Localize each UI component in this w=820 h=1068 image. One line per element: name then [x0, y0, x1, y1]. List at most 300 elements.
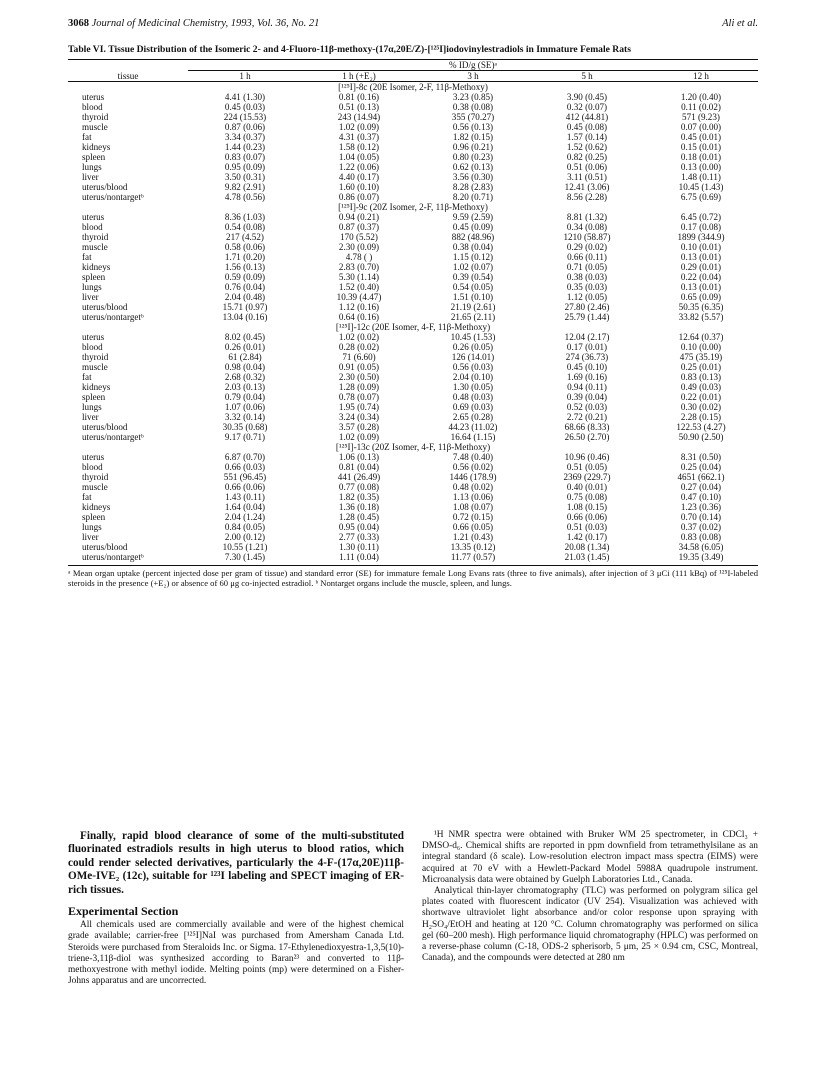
uptake-value: 3.50 (0.31) [224, 172, 266, 182]
uptake-value: 0.64 (0.16) [338, 312, 380, 322]
uptake-value: 2.04 (0.48) [224, 292, 266, 302]
table-row [68, 142, 758, 152]
tissue-name: spleen [82, 272, 106, 282]
uptake-value: 1.12 (0.16) [338, 302, 380, 312]
uptake-value: 21.19 (2.61) [450, 302, 496, 312]
uptake-value: 8.20 (0.71) [452, 192, 494, 202]
uptake-value: 0.66 (0.03) [224, 462, 266, 472]
tissue-name: thyroid [82, 232, 109, 242]
uptake-value: 355 (70.27) [451, 112, 495, 122]
time-column-header: 5 h [530, 71, 644, 82]
uptake-value: 1.28 (0.09) [338, 382, 380, 392]
uptake-value: 1.15 (0.12) [452, 252, 494, 262]
uptake-value: 33.82 (5.57) [678, 312, 724, 322]
uptake-value: 0.47 (0.10) [680, 492, 722, 502]
tissue-name: kidneys [82, 382, 111, 392]
uptake-value: 5.30 (1.14) [338, 272, 380, 282]
uptake-value: 1.57 (0.14) [566, 132, 608, 142]
uptake-value: 0.56 (0.02) [452, 462, 494, 472]
uptake-value: 1.95 (0.74) [338, 402, 380, 412]
uptake-value: 21.65 (2.11) [450, 312, 496, 322]
table-row [68, 522, 758, 532]
table-row [68, 552, 758, 562]
uptake-value: 0.18 (0.01) [680, 152, 722, 162]
uptake-value: 0.83 (0.07) [224, 152, 266, 162]
uptake-value: 0.27 (0.04) [680, 482, 722, 492]
tissue-name: blood [82, 462, 103, 472]
uptake-value: 0.35 (0.03) [566, 282, 608, 292]
uptake-value: 3.90 (0.45) [566, 92, 608, 102]
uptake-value: 27.80 (2.46) [564, 302, 610, 312]
time-column-header: 12 h [644, 71, 758, 82]
uptake-value: 0.79 (0.04) [224, 392, 266, 402]
uptake-value: 0.51 (0.05) [566, 462, 608, 472]
tissue-name: uterus/nontargetᵇ [82, 552, 144, 562]
uptake-value: 0.59 (0.09) [224, 272, 266, 282]
tissue-name: fat [82, 372, 92, 382]
uptake-value: 1.08 (0.15) [566, 502, 608, 512]
uptake-value: 10.45 (1.53) [450, 332, 496, 342]
uptake-value: 8.31 (0.50) [680, 452, 722, 462]
table-row [68, 492, 758, 502]
uptake-value: 0.25 (0.04) [680, 462, 722, 472]
tissue-name: spleen [82, 392, 106, 402]
time-column-header: 3 h [416, 71, 530, 82]
uptake-value: 50.35 (6.35) [678, 302, 724, 312]
journal-page [68, 18, 758, 588]
table-row [68, 372, 758, 382]
uptake-value: 0.45 (0.10) [566, 362, 608, 372]
tissue-name: lungs [82, 522, 102, 532]
uptake-value: 1.22 (0.06) [338, 162, 380, 172]
uptake-value: 0.45 (0.09) [452, 222, 494, 232]
uptake-value: 475 (35.19) [679, 352, 723, 362]
table-row [68, 422, 758, 432]
table-row [68, 292, 758, 302]
table-row [68, 192, 758, 202]
uptake-value: 1.12 (0.05) [566, 292, 608, 302]
uptake-value: 44.23 (11.02) [448, 422, 498, 432]
table-label: Table VI. [68, 44, 106, 55]
uptake-value: 412 (44.81) [565, 112, 609, 122]
uptake-value: 0.22 (0.01) [680, 392, 722, 402]
uptake-value: 10.39 (4.47) [336, 292, 382, 302]
uptake-value: 13.04 (0.16) [222, 312, 268, 322]
uptake-value: 25.79 (1.44) [564, 312, 610, 322]
uptake-value: 2.30 (0.50) [338, 372, 380, 382]
table-row [68, 542, 758, 552]
uptake-value: 0.95 (0.09) [224, 162, 266, 172]
table-row [68, 392, 758, 402]
right-column [422, 822, 758, 987]
uptake-value: 0.66 (0.05) [452, 522, 494, 532]
uptake-value: 4.40 (0.17) [338, 172, 380, 182]
uptake-value: 2.03 (0.13) [224, 382, 266, 392]
tissue-name: uterus [82, 452, 105, 462]
uptake-value: 61 (2.84) [228, 352, 262, 362]
table-row [68, 402, 758, 412]
uptake-value: 0.51 (0.13) [338, 102, 380, 112]
table-row [68, 232, 758, 242]
tissue-name: muscle [82, 122, 108, 132]
tissue-name: lungs [82, 402, 102, 412]
table-row [68, 282, 758, 292]
uptake-value: 882 (48.96) [451, 232, 495, 242]
uptake-value: 0.39 (0.54) [452, 272, 494, 282]
uptake-value: 2.00 (0.12) [224, 532, 266, 542]
uptake-value: 0.83 (0.08) [680, 532, 722, 542]
tissue-name: thyroid [82, 352, 109, 362]
uptake-value: 2.77 (0.33) [338, 532, 380, 542]
uptake-value: 0.30 (0.02) [680, 402, 722, 412]
body-text [68, 822, 758, 987]
uptake-value: 3.23 (0.85) [452, 92, 494, 102]
table-row [68, 452, 758, 462]
uptake-value: 571 (9.23) [682, 112, 720, 122]
uptake-value: 0.26 (0.05) [452, 342, 494, 352]
uptake-value: 0.66 (0.11) [567, 252, 607, 262]
uptake-value: 0.34 (0.08) [566, 222, 608, 232]
uptake-value: 6.45 (0.72) [680, 212, 722, 222]
uptake-value: 9.17 (0.71) [224, 432, 266, 442]
uptake-value: 1.58 (0.12) [338, 142, 380, 152]
uptake-value: 0.45 (0.08) [566, 122, 608, 132]
table-row [68, 462, 758, 472]
uptake-value: 0.71 (0.05) [566, 262, 608, 272]
uptake-value: 0.86 (0.07) [338, 192, 380, 202]
uptake-value: 1.52 (0.40) [338, 282, 380, 292]
tissue-name: kidneys [82, 502, 111, 512]
left-column [68, 822, 404, 987]
uptake-value: 1.48 (0.11) [681, 172, 721, 182]
uptake-value: 1.28 (0.45) [338, 512, 380, 522]
uptake-value: 1.82 (0.15) [452, 132, 494, 142]
uptake-value: 2.30 (0.09) [338, 242, 380, 252]
uptake-value: 1.52 (0.62) [566, 142, 608, 152]
uptake-value: 0.29 (0.02) [566, 242, 608, 252]
uptake-value: 0.56 (0.03) [452, 362, 494, 372]
table-row [68, 252, 758, 262]
uptake-value: 10.45 (1.43) [678, 182, 724, 192]
tissue-name: uterus/nontargetᵇ [82, 192, 144, 202]
tissue-distribution-table [68, 59, 758, 566]
uptake-value: 0.22 (0.04) [680, 272, 722, 282]
uptake-value: 10.55 (1.21) [222, 542, 268, 552]
uptake-value: 12.41 (3.06) [564, 182, 610, 192]
uptake-value: 0.87 (0.06) [224, 122, 266, 132]
compound-section-row [68, 82, 758, 93]
tissue-name: fat [82, 492, 92, 502]
uptake-value: 0.94 (0.21) [338, 212, 380, 222]
uptake-value: 4.78 ( ) [345, 252, 373, 262]
table-row [68, 112, 758, 122]
uptake-value: 2.04 (0.10) [452, 372, 494, 382]
tissue-name: liver [82, 412, 99, 422]
uptake-value: 0.11 (0.02) [681, 102, 721, 112]
uptake-value: 0.56 (0.13) [452, 122, 494, 132]
uptake-value: 30.35 (0.68) [222, 422, 268, 432]
uptake-value: 2.04 (1.24) [224, 512, 266, 522]
compound-heading: [¹²⁵I]-13c (20Z Isomer, 4-F, 11β-Methoxy) [335, 442, 491, 452]
uptake-value: 0.10 (0.00) [680, 342, 722, 352]
uptake-value: 1.06 (0.13) [338, 452, 380, 462]
uptake-value: 9.82 (2.91) [224, 182, 266, 192]
uptake-value: 12.64 (0.37) [678, 332, 724, 342]
uptake-value: 1.02 (0.09) [338, 432, 380, 442]
table-row [68, 182, 758, 192]
tissue-name: uterus [82, 92, 105, 102]
uptake-value: 243 (14.94) [337, 112, 381, 122]
uptake-value: 1.08 (0.07) [452, 502, 494, 512]
uptake-value: 0.75 (0.08) [566, 492, 608, 502]
uptake-value: 0.38 (0.04) [452, 242, 494, 252]
uptake-value: 1.11 (0.04) [339, 552, 379, 562]
table-row [68, 162, 758, 172]
tissue-name: liver [82, 532, 99, 542]
uptake-value: 1.51 (0.10) [452, 292, 494, 302]
uptake-value: 126 (14.01) [451, 352, 495, 362]
tissue-name: blood [82, 342, 103, 352]
uptake-value: 1.02 (0.07) [452, 262, 494, 272]
uptake-value: 0.45 (0.03) [224, 102, 266, 112]
uptake-value: 1.42 (0.17) [566, 532, 608, 542]
uptake-value: 551 (96.45) [223, 472, 267, 482]
uptake-value: 0.45 (0.01) [680, 132, 722, 142]
uptake-value: 0.70 (0.14) [680, 512, 722, 522]
table-row [68, 92, 758, 102]
table-row [68, 122, 758, 132]
uptake-value: 0.52 (0.03) [566, 402, 608, 412]
tissue-name: spleen [82, 152, 106, 162]
uptake-value: 0.15 (0.01) [680, 142, 722, 152]
uptake-value: 0.80 (0.23) [452, 152, 494, 162]
uptake-value: 10.96 (0.46) [564, 452, 610, 462]
uptake-value: 12.04 (2.17) [564, 332, 610, 342]
uptake-value: 0.13 (0.00) [680, 162, 722, 172]
tissue-name: blood [82, 102, 103, 112]
uptake-value: 1.64 (0.04) [224, 502, 266, 512]
uptake-value: 0.82 (0.25) [566, 152, 608, 162]
uptake-value: 0.17 (0.01) [566, 342, 608, 352]
uptake-value: 274 (36.73) [565, 352, 609, 362]
uptake-value: 11.77 (0.57) [450, 552, 496, 562]
uptake-value: 3.34 (0.37) [224, 132, 266, 142]
uptake-value: 0.98 (0.04) [224, 362, 266, 372]
uptake-value: 0.51 (0.03) [566, 522, 608, 532]
table-row [68, 212, 758, 222]
uptake-value: 0.13 (0.01) [680, 252, 722, 262]
author-line: Ali et al. [722, 18, 758, 29]
closing-paragraph: Finally, rapid blood clearance of some of the multi-substituted fluorinated estradiols results in high uterus to blood ratios, which could render selected derivatives, particularly the 4-F-(17α,20E)11β-OMe-IVE₂ (12c), suitable for ¹²³I labeling and SPECT imaging of ER-rich tissues. [68, 830, 404, 896]
uptake-value: 9.59 (2.59) [452, 212, 494, 222]
table-row [68, 222, 758, 232]
uptake-value: 8.56 (2.28) [566, 192, 608, 202]
uptake-value: 0.10 (0.01) [680, 242, 722, 252]
uptake-value: 71 (6.60) [342, 352, 376, 362]
uptake-value: 8.28 (2.83) [452, 182, 494, 192]
table-row [68, 532, 758, 542]
table-row [68, 172, 758, 182]
table-row [68, 432, 758, 442]
uptake-value: 0.54 (0.05) [452, 282, 494, 292]
uptake-value: 19.35 (3.49) [678, 552, 724, 562]
uptake-value: 0.76 (0.04) [224, 282, 266, 292]
uptake-value: 21.03 (1.45) [564, 552, 610, 562]
tissue-name: uterus/blood [82, 422, 128, 432]
uptake-value: 0.62 (0.13) [452, 162, 494, 172]
uptake-value: 0.65 (0.09) [680, 292, 722, 302]
journal-citation: Journal of Medicinal Chemistry, 1993, Vol. 36, No. 21 [91, 18, 320, 29]
tissue-name: lungs [82, 282, 102, 292]
uptake-value: 0.25 (0.01) [680, 362, 722, 372]
uptake-value: 1.71 (0.20) [224, 252, 266, 262]
uptake-value: 8.81 (1.32) [566, 212, 608, 222]
uptake-value: 1.23 (0.36) [680, 502, 722, 512]
tissue-name: muscle [82, 482, 108, 492]
tissue-name: uterus/nontargetᵇ [82, 432, 144, 442]
uptake-value: 0.91 (0.05) [338, 362, 380, 372]
table-row [68, 412, 758, 422]
tissue-name: uterus [82, 332, 105, 342]
table-row [68, 332, 758, 342]
tissue-name: spleen [82, 512, 106, 522]
table-caption [68, 44, 758, 55]
uptake-value: 0.49 (0.03) [680, 382, 722, 392]
uptake-value: 1.56 (0.13) [224, 262, 266, 272]
uptake-value: 2.83 (0.70) [338, 262, 380, 272]
uptake-value: 0.83 (0.13) [680, 372, 722, 382]
table-row [68, 262, 758, 272]
page-number: 3068 [68, 18, 89, 29]
uptake-value: 1.02 (0.02) [338, 332, 380, 342]
tissue-name: lungs [82, 162, 102, 172]
tissue-name: liver [82, 292, 99, 302]
uptake-value: 4.41 (1.30) [224, 92, 266, 102]
uptake-value: 4651 (662.1) [677, 472, 725, 482]
uptake-value: 1.07 (0.06) [224, 402, 266, 412]
uptake-value: 0.32 (0.07) [566, 102, 608, 112]
compound-heading: [¹²⁵I]-12c (20E Isomer, 4-F, 11β-Methoxy) [335, 322, 491, 332]
tissue-name: fat [82, 132, 92, 142]
tissue-name: uterus/nontargetᵇ [82, 312, 144, 322]
uptake-value: 0.07 (0.00) [680, 122, 722, 132]
uptake-value: 2.68 (0.32) [224, 372, 266, 382]
uptake-value: 6.87 (0.70) [224, 452, 266, 462]
uptake-value: 1.21 (0.43) [452, 532, 494, 542]
uptake-value: 441 (26.49) [337, 472, 381, 482]
tissue-name: muscle [82, 362, 108, 372]
uptake-value: 0.17 (0.08) [680, 222, 722, 232]
table-row [68, 132, 758, 142]
uptake-value: 2.28 (0.15) [680, 412, 722, 422]
uptake-value: 1.30 (0.11) [339, 542, 379, 552]
compound-heading: [¹²⁵I]-9c (20Z Isomer, 2-F, 11β-Methoxy) [338, 202, 488, 212]
uptake-value: 3.11 (0.51) [567, 172, 607, 182]
table-row [68, 272, 758, 282]
table-row [68, 152, 758, 162]
compound-section-row [68, 442, 758, 452]
materials-paragraph: All chemicals used are commercially available and were of the highest chemical grade available; carrier-free [¹²⁵I]NaI was purchased from Amersham Canada Ltd. Steroids were purchased from Steraloids Inc. or Sigma. 17-Ethylenedioxyestra-1,3,5(10)-triene-3,11β-diol was synthesized according to Baran²³ and converted to 11β-methoxyestrone with methyl iodide. Melting points (mp) were determined on a Fisher-Johns apparatus and are uncorrected. [68, 920, 404, 987]
uptake-value: 3.32 (0.14) [224, 412, 266, 422]
section-heading: Experimental Section [68, 904, 179, 919]
uptake-value: 170 (5.52) [340, 232, 378, 242]
tissue-name: thyroid [82, 112, 109, 122]
uptake-value: 3.57 (0.28) [338, 422, 380, 432]
tissue-name: kidneys [82, 142, 111, 152]
uptake-value: 0.29 (0.01) [680, 262, 722, 272]
uptake-value: 0.26 (0.01) [224, 342, 266, 352]
uptake-value: 1899 (344.9) [677, 232, 725, 242]
table-row [68, 502, 758, 512]
uptake-value: 0.66 (0.06) [224, 482, 266, 492]
uptake-value: 0.13 (0.01) [680, 282, 722, 292]
table-row [68, 342, 758, 352]
uptake-value: 0.48 (0.02) [452, 482, 494, 492]
uptake-value: 1.13 (0.06) [452, 492, 494, 502]
uptake-value: 1.02 (0.09) [338, 122, 380, 132]
uptake-value: 6.75 (0.69) [680, 192, 722, 202]
uptake-value: 0.28 (0.02) [338, 342, 380, 352]
table-row [68, 482, 758, 492]
table-row [68, 352, 758, 362]
uptake-value: 4.78 (0.56) [224, 192, 266, 202]
uptake-value: 13.35 (0.12) [450, 542, 496, 552]
table-row [68, 512, 758, 522]
uptake-value: 0.94 (0.11) [567, 382, 607, 392]
tissue-name: muscle [82, 242, 108, 252]
tissue-name: fat [82, 252, 92, 262]
time-column-header: 1 h [188, 71, 302, 82]
uptake-value: 7.48 (0.40) [452, 452, 494, 462]
tissue-name: uterus/blood [82, 542, 128, 552]
tissue-name: liver [82, 172, 99, 182]
uptake-value: 2.72 (0.21) [566, 412, 608, 422]
uptake-value: 0.58 (0.06) [224, 242, 266, 252]
uptake-value: 1.69 (0.16) [566, 372, 608, 382]
uptake-value: 0.81 (0.16) [338, 92, 380, 102]
uptake-value: 1.60 (0.10) [338, 182, 380, 192]
uptake-value: 15.71 (0.97) [222, 302, 268, 312]
tissue-name: kidneys [82, 262, 111, 272]
table-row [68, 242, 758, 252]
uptake-value: 2369 (229.7) [563, 472, 611, 482]
uptake-value: 0.39 (0.04) [566, 392, 608, 402]
uptake-value: 1210 (58.87) [563, 232, 611, 242]
uptake-value: 122.53 (4.27) [676, 422, 726, 432]
uptake-value: 4.31 (0.37) [338, 132, 380, 142]
uptake-value: 1446 (178.9) [449, 472, 497, 482]
compound-section-row [68, 202, 758, 212]
tissue-name: thyroid [82, 472, 109, 482]
uptake-value: 0.95 (0.04) [338, 522, 380, 532]
uptake-value: 0.87 (0.37) [338, 222, 380, 232]
uptake-value: 0.77 (0.08) [338, 482, 380, 492]
uptake-value: 0.40 (0.01) [566, 482, 608, 492]
uptake-value: 1.20 (0.40) [680, 92, 722, 102]
time-column-header: 1 h (+E₂) [302, 71, 416, 82]
running-head [68, 18, 758, 34]
uptake-value: 34.58 (6.05) [678, 542, 724, 552]
tissue-name: uterus [82, 212, 105, 222]
table-row [68, 312, 758, 322]
uptake-value: 26.50 (2.70) [564, 432, 610, 442]
uptake-value: 2.65 (0.28) [452, 412, 494, 422]
uptake-value: 3.24 (0.34) [338, 412, 380, 422]
uptake-value: 1.30 (0.05) [452, 382, 494, 392]
tissue-name: uterus/blood [82, 182, 128, 192]
compound-heading: [¹²⁵I]-8c (20E Isomer, 2-F, 11β-Methoxy) [338, 82, 488, 92]
uptake-value: 68.66 (8.33) [564, 422, 610, 432]
